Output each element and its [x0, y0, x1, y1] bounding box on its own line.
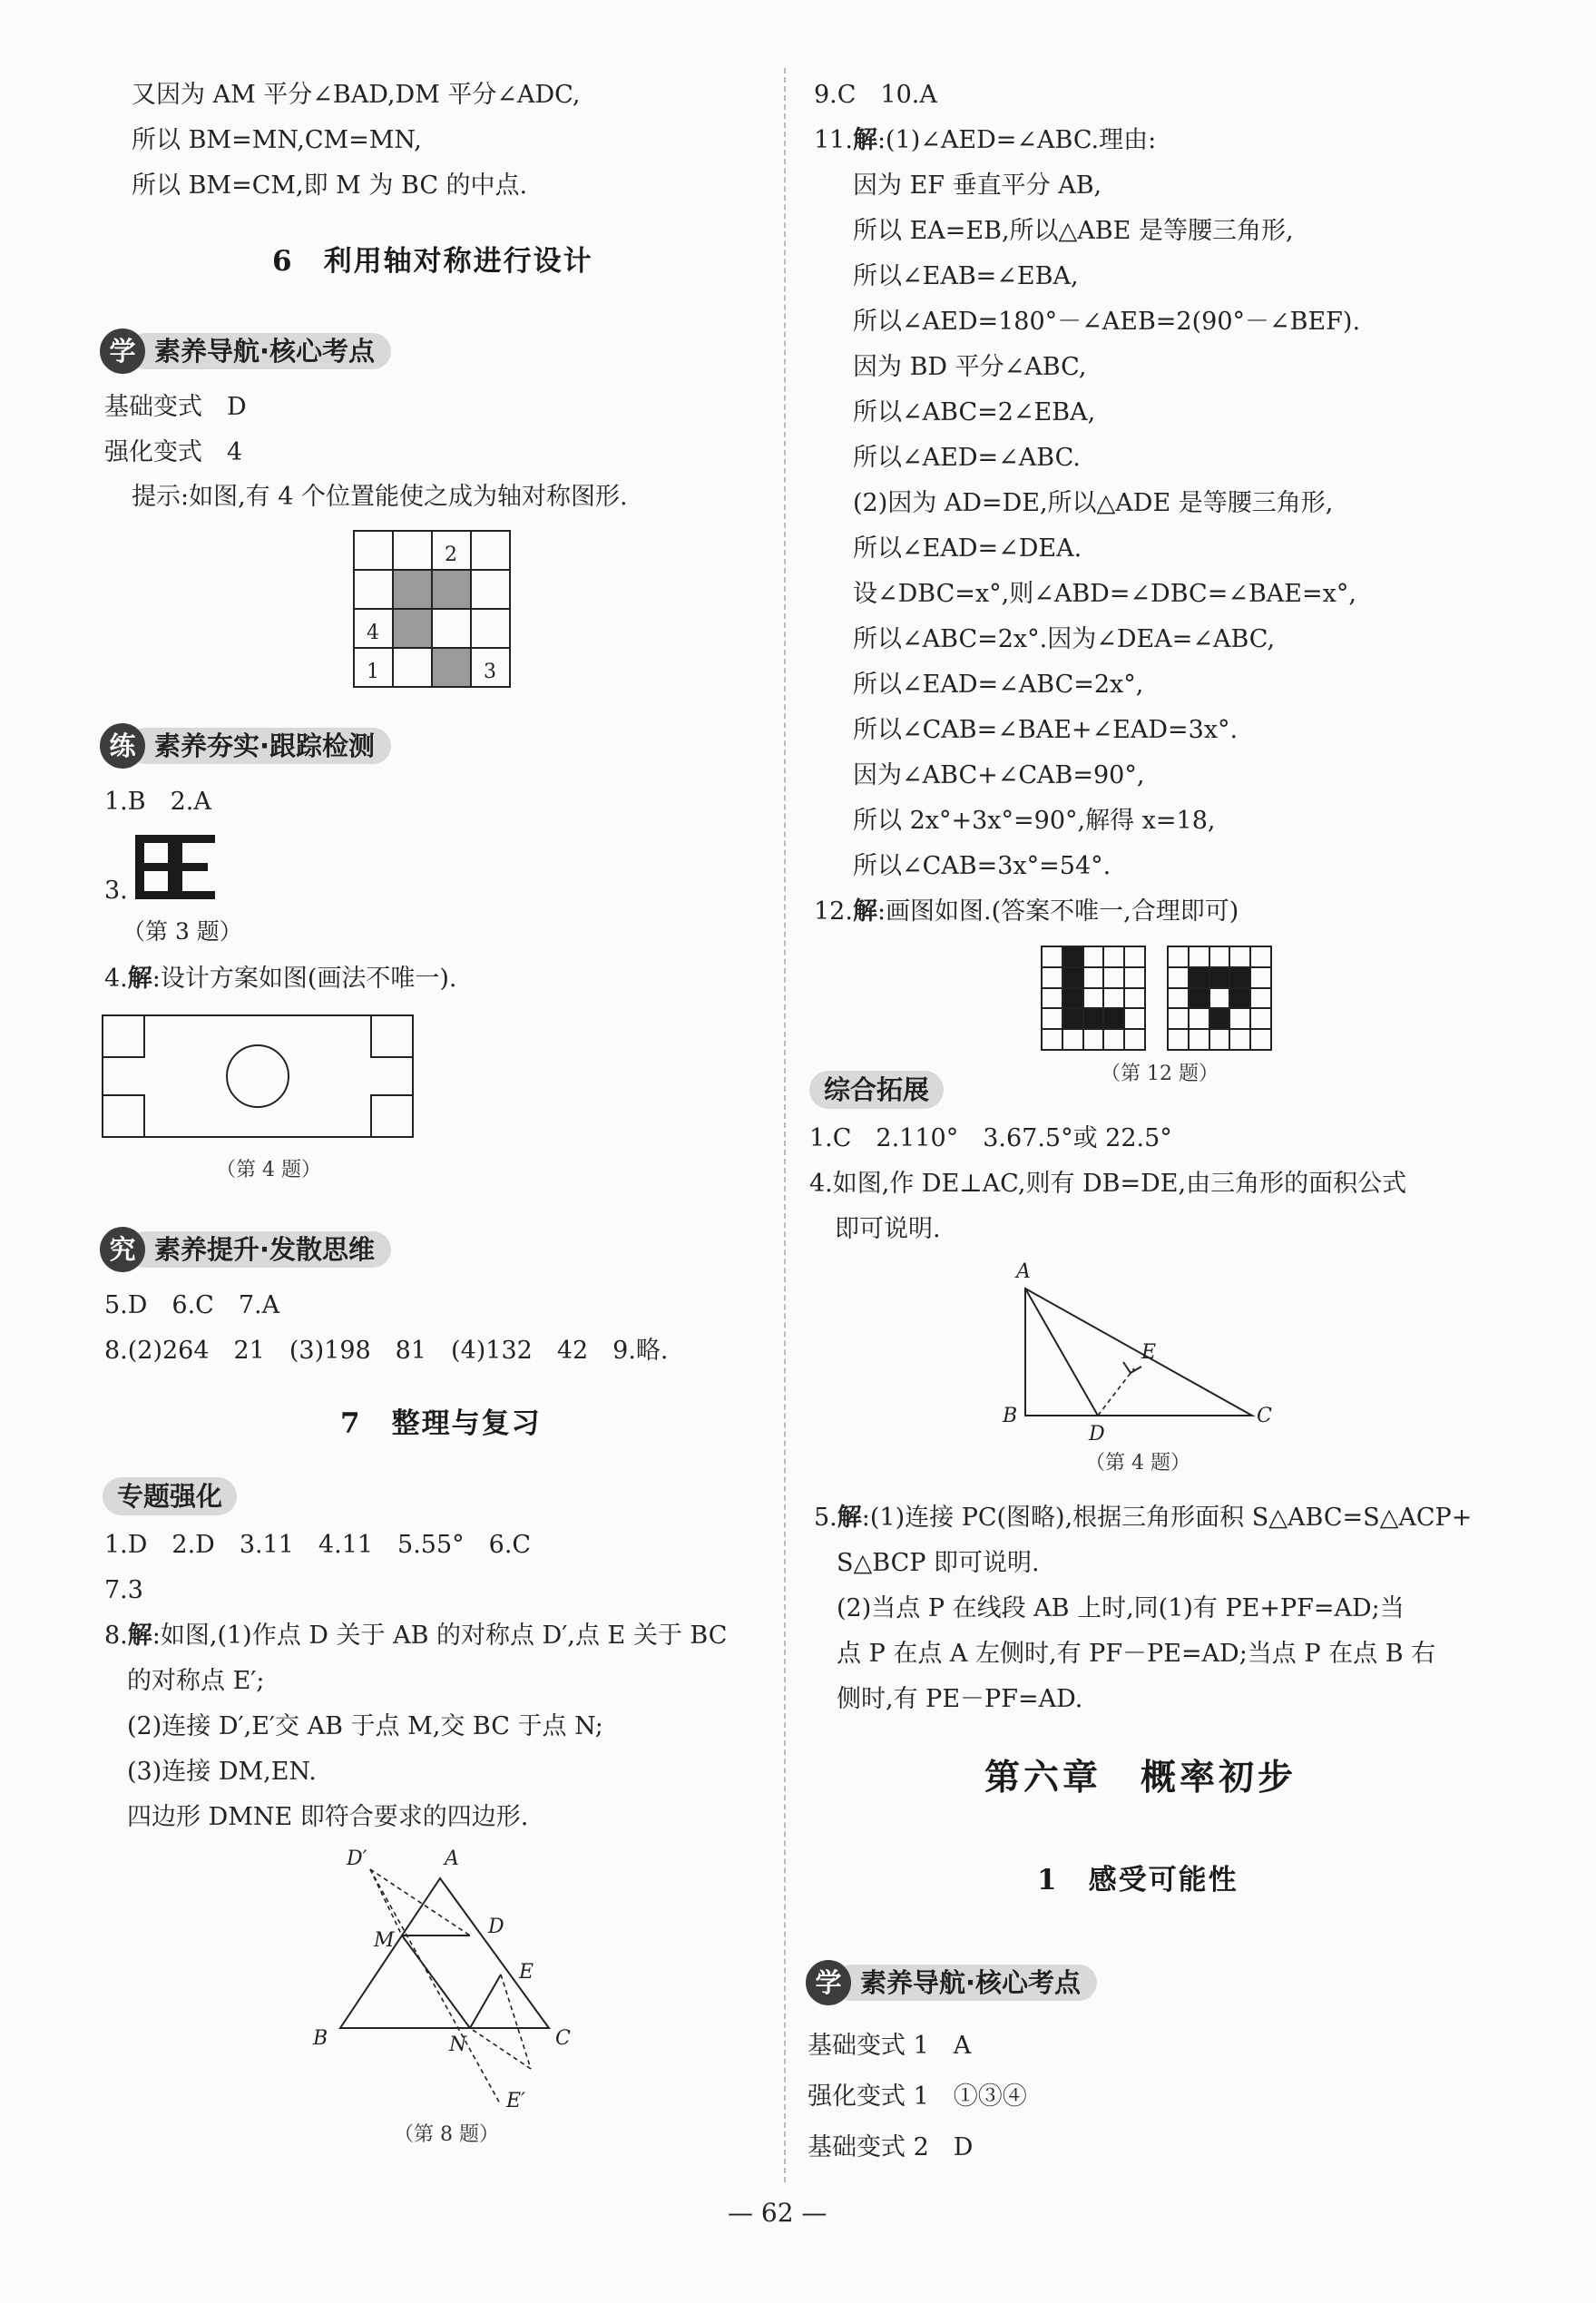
- text-line: (2)连接 D′,E′交 AB 于点 M,交 BC 于点 N;: [127, 1712, 603, 1740]
- text-line: 1.B 2.A: [104, 788, 211, 816]
- text-line: 四边形 DMNE 即符合要求的四边形.: [127, 1803, 529, 1831]
- text-line: 1.D 2.D 3.11 4.11 5.55° 6.C: [104, 1531, 532, 1559]
- solution-label: 解: [852, 897, 877, 926]
- text-line: 所以 EA=EB,所以△ABE 是等腰三角形,: [853, 217, 1294, 245]
- text-line: (2)当点 P 在线段 AB 上时,同(1)有 PE+PF=AD;当: [837, 1594, 1405, 1622]
- text-line: (3)连接 DM,EN.: [127, 1758, 317, 1786]
- text-line: (2)因为 AD=DE,所以△ADE 是等腰三角形,: [853, 489, 1334, 517]
- point-label: C: [1257, 1405, 1272, 1427]
- question-number: 11.: [814, 126, 853, 154]
- question-text: :设计方案如图(画法不唯一).: [152, 965, 457, 993]
- text-line: 因为∠ABC+∠CAB=90°,: [853, 761, 1145, 789]
- text-line: 基础变式 1 A: [808, 2032, 972, 2060]
- text-line: 所以∠EAD=∠ABC=2x°,: [853, 671, 1144, 699]
- question-text: :(1)∠AED=∠ABC.理由:: [876, 126, 1157, 154]
- badge-label: 素养提升·发散思维: [127, 1231, 391, 1268]
- text-line: 9.C 10.A: [814, 81, 937, 109]
- point-label: C: [555, 2027, 571, 2050]
- badge-icon: 学: [806, 1960, 851, 2005]
- text-line: 所以∠ABC=2x°.因为∠DEA=∠ABC,: [853, 625, 1276, 653]
- text-line: 所以∠ABC=2∠EBA,: [853, 398, 1096, 426]
- question-4: [104, 964, 457, 995]
- badge-label: 素养夯实·跟踪检测: [127, 728, 391, 764]
- grid-label: 1: [367, 661, 379, 683]
- question-12: [814, 897, 1239, 927]
- badge-icon: 练: [100, 723, 145, 769]
- figure-caption: （第 12 题）: [1101, 1063, 1219, 1085]
- text-line: 即可说明.: [835, 1215, 941, 1243]
- extension-pill: 综合拓展: [809, 1071, 944, 1109]
- text-line: 所以∠EAB=∠EBA,: [853, 262, 1079, 290]
- figure-caption: （第 8 题）: [394, 2123, 499, 2146]
- text-line: 所以 2x°+3x°=90°,解得 x=18,: [853, 807, 1216, 835]
- figure-caption: （第 4 题）: [216, 1159, 321, 1181]
- badge-label: 素养导航·核心考点: [127, 333, 391, 369]
- point-label: B: [313, 2027, 328, 2050]
- fig4-right-triangle: [998, 1260, 1272, 1446]
- point-label: E: [1141, 1341, 1157, 1364]
- solution-label: 解: [837, 1504, 862, 1532]
- question-11: [814, 125, 1156, 156]
- q3-figure: [132, 833, 218, 901]
- text-line: 7.3: [104, 1576, 143, 1604]
- badge-icon: 究: [100, 1227, 145, 1272]
- point-label: N: [449, 2034, 467, 2056]
- text-line: 基础变式 D: [104, 393, 247, 421]
- text-line: 设∠DBC=x°,则∠ABD=∠DBC=∠BAE=x°,: [853, 580, 1356, 608]
- section-7-title: 7 整理与复习: [340, 1407, 542, 1440]
- text-line: 4.如图,作 DE⊥AC,则有 DB=DE,由三角形的面积公式: [809, 1170, 1407, 1198]
- question-text: :如图,(1)作点 D 关于 AB 的对称点 D′,点 E 关于 BC: [152, 1622, 728, 1650]
- question-text: :画图如图.(答案不唯一,合理即可): [876, 897, 1239, 926]
- fig12-grid-left: [1042, 946, 1145, 1050]
- question-number: 4.: [104, 965, 128, 993]
- fig12-grid-right: [1168, 946, 1271, 1050]
- text-line: 所以∠EAD=∠DEA.: [853, 534, 1082, 563]
- section-6-title: 6 利用轴对称进行设计: [272, 245, 593, 278]
- question-number: 8.: [104, 1622, 128, 1650]
- section-1-title: 1 感受可能性: [1037, 1864, 1239, 1896]
- question-number: 5.: [814, 1504, 837, 1532]
- point-label: D: [488, 1916, 504, 1938]
- text-line: 1.C 2.110° 3.67.5°或 22.5°: [809, 1124, 1172, 1152]
- text-line: 强化变式 1 ①③④: [808, 2082, 1027, 2111]
- chapter-title: 第六章 概率初步: [984, 1757, 1297, 1798]
- question-8: [104, 1621, 727, 1651]
- text-line: 因为 EF 垂直平分 AB,: [853, 172, 1102, 200]
- fig8-triangle: [308, 1842, 599, 2114]
- text-line: 强化变式 4: [104, 438, 243, 466]
- point-label: D: [1089, 1423, 1105, 1446]
- text-line: 的对称点 E′;: [127, 1667, 265, 1695]
- solution-label: 解: [852, 126, 877, 154]
- figure-caption: （第 3 题）: [122, 918, 242, 945]
- text-line: 所以∠CAB=3x°=54°.: [853, 852, 1111, 880]
- text-line: 所以∠CAB=∠BAE+∠EAD=3x°.: [853, 716, 1239, 744]
- question-number: 12.: [814, 897, 853, 926]
- text-line: 3.: [104, 877, 128, 905]
- text-line: 所以∠AED=180°－∠AEB=2(90°－∠BEF).: [853, 308, 1361, 336]
- solution-label: 解: [127, 1622, 152, 1650]
- question-text: :(1)连接 PC(图略),根据三角形面积 S△ABC=S△ACP+: [861, 1504, 1473, 1532]
- text-line: 所以 BM=CM,即 M 为 BC 的中点.: [132, 172, 528, 200]
- text-line: 所以∠AED=∠ABC.: [853, 444, 1081, 472]
- text-line: 5.D 6.C 7.A: [104, 1291, 280, 1319]
- text-line: 基础变式 2 D: [808, 2133, 974, 2161]
- text-line: 8.(2)264 21 (3)198 81 (4)132 42 9.略.: [104, 1337, 669, 1365]
- badge-label: 素养导航·核心考点: [833, 1965, 1097, 2001]
- topic-pill: 专题强化: [103, 1477, 237, 1515]
- point-label: E: [519, 1961, 534, 1984]
- point-label: D′: [347, 1847, 367, 1870]
- text-line: S△BCP 即可说明.: [837, 1549, 1040, 1577]
- fig4-design: [102, 1014, 415, 1139]
- text-line: 因为 BD 平分∠ABC,: [853, 353, 1087, 381]
- grid-label: 4: [367, 622, 379, 644]
- point-label: B: [1003, 1405, 1018, 1427]
- text-line: 提示:如图,有 4 个位置能使之成为轴对称图形.: [132, 483, 628, 511]
- point-label: A: [1016, 1260, 1031, 1283]
- point-label: M: [374, 1929, 395, 1952]
- question-5: [814, 1503, 1472, 1534]
- point-label: A: [445, 1847, 459, 1870]
- grid-label: 3: [484, 661, 496, 683]
- solution-label: 解: [127, 965, 152, 993]
- text-line: 所以 BM=MN,CM=MN,: [132, 126, 422, 154]
- point-label: E′: [506, 2090, 526, 2112]
- text-line: 点 P 在点 A 左侧时,有 PF－PE=AD;当点 P 在点 B 右: [837, 1640, 1436, 1668]
- badge-icon: 学: [100, 328, 145, 374]
- grid-figure: [354, 531, 510, 687]
- column-divider: [784, 68, 786, 2182]
- grid-label: 2: [445, 544, 457, 566]
- page-number: — 62 —: [728, 2198, 827, 2228]
- text-line: 又因为 AM 平分∠BAD,DM 平分∠ADC,: [132, 81, 581, 109]
- figure-caption: （第 4 题）: [1085, 1452, 1190, 1475]
- text-line: 侧时,有 PE－PF=AD.: [837, 1685, 1083, 1713]
